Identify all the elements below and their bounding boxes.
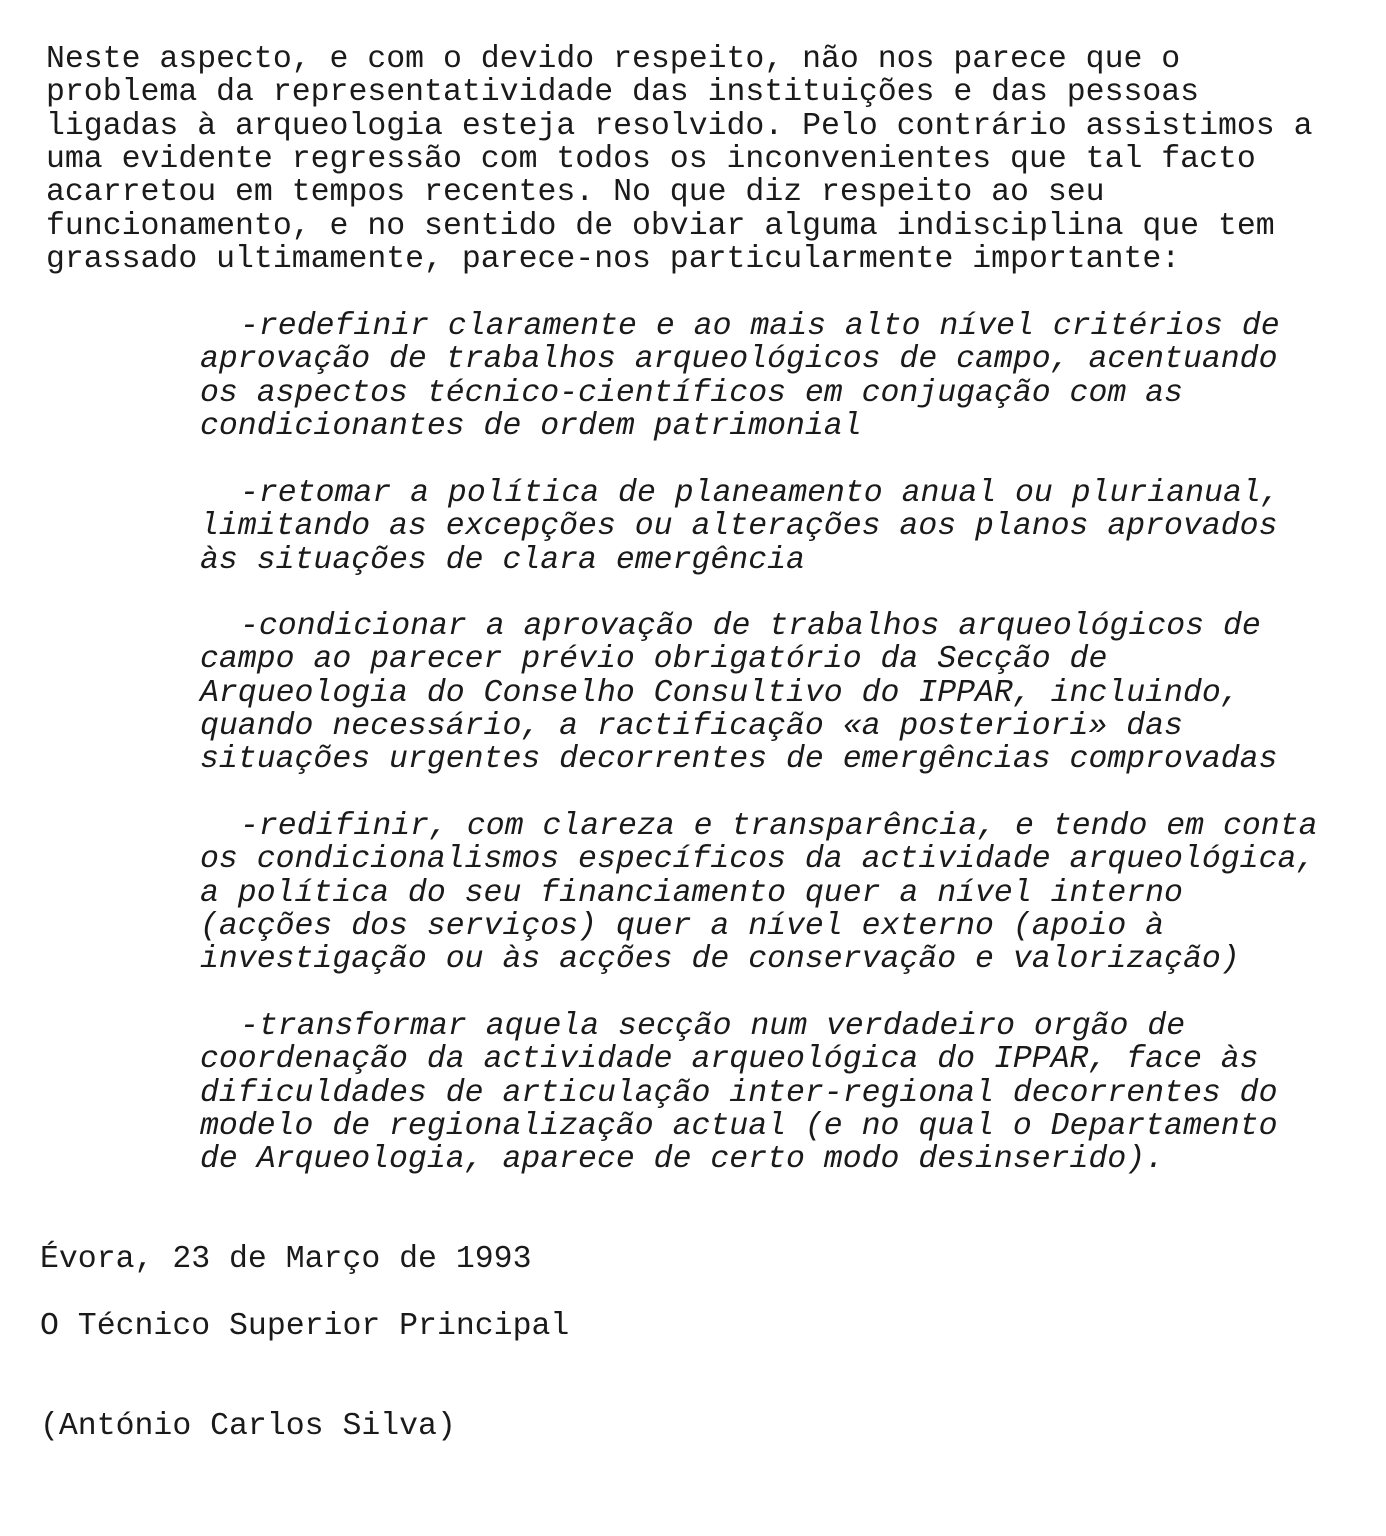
- signatory-role: O Técnico Superior Principal: [40, 1309, 570, 1344]
- text-line: às situações de clara emergência: [200, 542, 805, 578]
- text-line: Neste aspecto, e com o devido respeito, não nos parece que o: [46, 42, 1181, 77]
- text-line: (acções dos serviços) quer a nível externo (apoio à: [200, 909, 1165, 945]
- text-line: -retomar a política de planeamento anual ou plurianual,: [240, 476, 1280, 511]
- text-line: os condicionalismos específicos da actividade arqueológica,: [200, 842, 1316, 878]
- text-line: -redifinir, com clareza e transparência, e tendo em conta: [240, 809, 1318, 844]
- list-item-redifinir: [200, 810, 1317, 977]
- date-block: [40, 1243, 531, 1276]
- text-line: -condicionar a aprovação de trabalhos arqueológicos de: [240, 609, 1261, 644]
- date-line: Évora, 23 de Março de 1993: [40, 1242, 532, 1277]
- text-line: os aspectos técnico-científicos em conjugação com as: [200, 375, 1183, 411]
- text-line: modelo de regionalização actual (e no qual o Departamento: [200, 1109, 1278, 1145]
- intro-paragraph: [46, 43, 1313, 276]
- text-line: ligadas à arqueologia esteja resolvido. Pelo contrário assistimos a: [46, 108, 1313, 144]
- text-line: quando necessário, a ractificação «a posteriori» das: [200, 709, 1183, 745]
- role-block: [40, 1310, 569, 1343]
- text-line: limitando as excepções ou alterações aos planos aprovados: [200, 509, 1278, 545]
- list-item-transformar: [200, 1010, 1277, 1177]
- text-line: uma evidente regressão com todos os inconvenientes que tal facto: [46, 142, 1256, 178]
- text-line: funcionamento, e no sentido de obviar alguma indisciplina que tem: [46, 208, 1275, 244]
- list-item-retomar: [200, 477, 1280, 577]
- text-line: -transformar aquela secção num verdadeiro orgão de: [240, 1009, 1186, 1044]
- text-line: dificuldades de articulação inter-regional decorrentes do: [200, 1075, 1278, 1111]
- text-line: coordenação da actividade arqueológica do IPPAR, face às: [200, 1042, 1259, 1078]
- text-line: campo ao parecer prévio obrigatório da Secção de: [200, 642, 1108, 678]
- text-line: a política do seu financiamento quer a nível interno: [200, 875, 1183, 911]
- text-line: -redefinir claramente e ao mais alto nível critérios de: [240, 309, 1280, 344]
- text-line: acarretou em tempos recentes. No que diz respeito ao seu: [46, 175, 1105, 211]
- text-line: aprovação de trabalhos arqueológicos de campo, acentuando: [200, 342, 1278, 378]
- list-item-redefinir: [200, 310, 1280, 443]
- text-line: problema da representatividade das instituições e das pessoas: [46, 75, 1200, 111]
- text-line: Arqueologia do Conselho Consultivo do IPPAR, incluindo,: [200, 675, 1240, 711]
- text-line: de Arqueologia, aparece de certo modo desinserido).: [200, 1142, 1165, 1178]
- text-line: situações urgentes decorrentes de emergências comprovadas: [200, 742, 1278, 778]
- name-block: [40, 1410, 456, 1443]
- text-line: condicionantes de ordem patrimonial: [200, 409, 862, 445]
- text-line: grassado ultimamente, parece-nos particularmente importante:: [46, 242, 1181, 278]
- list-item-condicionar: [200, 610, 1277, 777]
- text-line: investigação ou às acções de conservação e valorização): [200, 942, 1240, 978]
- signatory-name: (António Carlos Silva): [40, 1409, 456, 1444]
